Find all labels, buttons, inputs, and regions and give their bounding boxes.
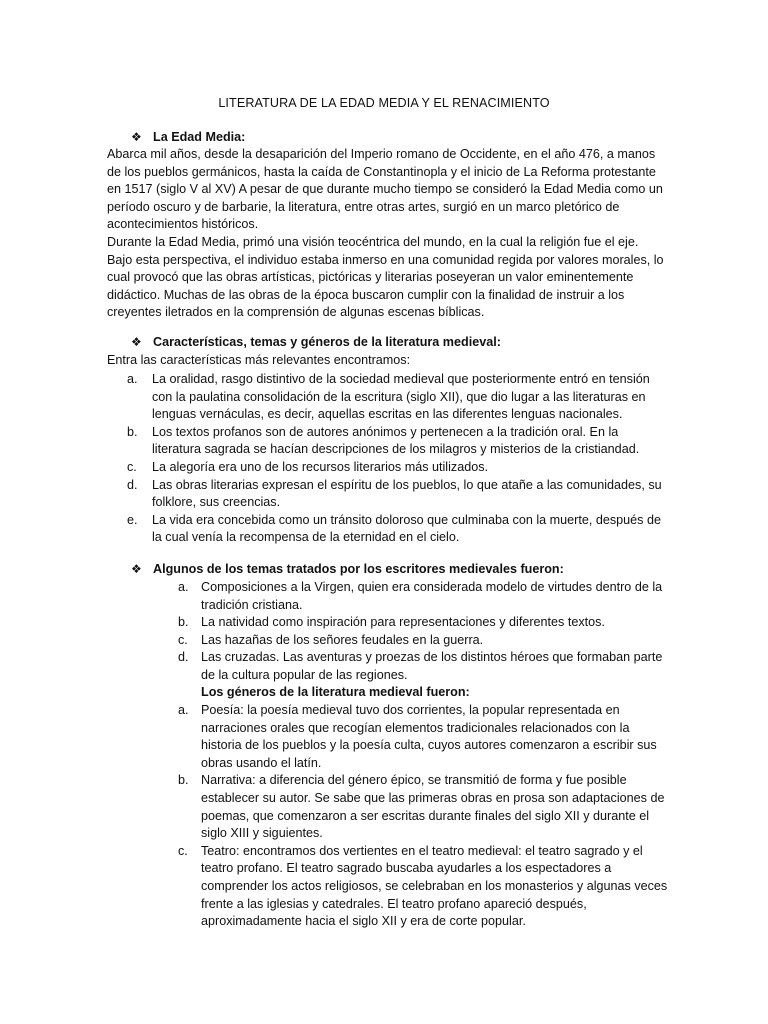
list-marker: a. xyxy=(178,703,189,717)
list-marker: a. xyxy=(178,580,189,594)
list-marker: d. xyxy=(178,650,189,665)
list-marker: b. xyxy=(127,424,138,439)
list-item xyxy=(107,424,667,459)
list-marker: c. xyxy=(127,459,137,474)
diamond-bullet-icon: ❖ xyxy=(131,130,142,144)
list-item-text: Poesía: la poesía medieval tuvo dos corrientes, la popular representada en narraciones orales que recogían elementos tradicionales relacionados con la historia de los pueblos y la poesía culta, cuyos autores comenzaron a escribir sus obras usando el latín. xyxy=(201,703,657,770)
list-item xyxy=(172,843,672,931)
list-item xyxy=(172,702,672,772)
list-item-text: La natividad como inspiración para representaciones y diferentes textos. xyxy=(201,615,605,630)
paragraph-edad-media-intro: Abarca mil años, desde la desaparición del Imperio romano de Occidente, en el año 476, a manos de los pueblos germánicos, hasta la caída de Constantinopla y el inicio de La Reforma protestante en 1517 (siglo V al XV) A pesar de que durante mucho tiempo se consideró la Edad Media como un período oscuro y de barbarie, la literatura, entre otras artes, surgió en un marco pletórico de acontecimientos históricos. xyxy=(107,147,663,232)
list-marker: a. xyxy=(127,372,138,386)
list-marker: b. xyxy=(178,615,189,630)
list-marker: b. xyxy=(178,773,189,788)
themes-list xyxy=(172,579,672,685)
list-item-text: La oralidad, rasgo distintivo de la sociedad medieval que posteriormente entró en tensión con la paulatina consolidación de la escritura (siglo XII), que dio lugar a las literaturas en lenguas vernáculas, es decir, aquellas escritas en las diferentes lenguas nacionales. xyxy=(152,372,650,422)
list-item-text: Las cruzadas. Las aventuras y proezas de los distintos héroes que formaban parte de la cultura popular de las regiones. xyxy=(201,650,663,682)
characteristics-list xyxy=(107,371,667,547)
heading-text: La Edad Media: xyxy=(153,130,246,144)
genres-heading: Los géneros de la literatura medieval fueron: xyxy=(201,685,470,699)
list-marker: c. xyxy=(178,632,188,647)
list-item xyxy=(107,371,667,424)
list-item-text: Los textos profanos son de autores anónimos y pertenecen a la tradición oral. En la literatura sagrada se hacían descripciones de los milagros y misterios de la cristiandad. xyxy=(152,424,640,457)
section-heading-caracteristicas xyxy=(131,334,501,352)
list-marker: c. xyxy=(178,843,188,858)
heading-text: Algunos de los temas tratados por los escritores medievales fueron: xyxy=(153,562,564,576)
list-marker: e. xyxy=(127,512,138,527)
list-item xyxy=(107,459,667,477)
list-item xyxy=(172,632,672,650)
list-item-text: Composiciones a la Virgen, quien era considerada modelo de virtudes dentro de la tradición cristiana. xyxy=(201,580,663,612)
list-item xyxy=(172,649,672,684)
list-item xyxy=(107,512,667,547)
characteristics-intro: Entra las características más relevantes encontramos: xyxy=(107,353,411,367)
list-marker: d. xyxy=(127,477,138,492)
list-item-text: La vida era concebida como un tránsito doloroso que culminaba con la muerte, después de la cual venía la recompensa de la eternidad en el cielo. xyxy=(152,512,661,545)
list-item-text: Las obras literarias expresan el espíritu de los pueblos, lo que atañe a las comunidades, su folklore, sus creencias. xyxy=(152,477,662,510)
list-item xyxy=(172,772,672,842)
genres-list xyxy=(172,702,672,931)
list-item xyxy=(172,614,672,632)
list-item-text: Las hazañas de los señores feudales en la guerra. xyxy=(201,632,484,647)
list-item-text: Teatro: encontramos dos vertientes en el teatro medieval: el teatro sagrado y el teatro profano. El teatro sagrado buscaba ayudarles a los espectadores a comprender los actos religiosos, se celebraban en los monasterios y algunas veces frente a las iglesias y catedrales. El teatro profano apareció después, aproximadamente hacia el siglo XII y era de corte popular. xyxy=(201,843,668,929)
paragraph-vision-teocentrica: Durante la Edad Media, primó una visión teocéntrica del mundo, en la cual la religión fue el eje. Bajo esta perspectiva, el individuo estaba inmerso en una comunidad regida por valores morales, lo cual provocó que las obras artísticas, pictóricas y literarias poseyeran un valor eminentemente didáctico. Muchas de las obras de la época buscaron cumplir con la finalidad de instruir a los creyentes iletrados en la comprensión de algunas escenas bíblicas. xyxy=(107,235,664,320)
list-item-text: Narrativa: a diferencia del género épico, se transmitió de forma y fue posible establecer su autor. Se sabe que las primeras obras en prosa son adaptaciones de poemas, que comenzaron a ser escritas durante finales del siglo XII y durante el siglo XIII y siguientes. xyxy=(201,773,665,841)
list-item-text: La alegoría era uno de los recursos literarios más utilizados. xyxy=(152,459,489,474)
list-item xyxy=(172,579,672,614)
diamond-bullet-icon: ❖ xyxy=(131,562,142,576)
list-item xyxy=(107,477,667,512)
section-heading-edad-media xyxy=(131,129,245,147)
section-heading-temas xyxy=(131,561,564,579)
diamond-bullet-icon: ❖ xyxy=(131,335,142,349)
heading-text: Características, temas y géneros de la literatura medieval: xyxy=(153,335,501,349)
document-title: LITERATURA DE LA EDAD MEDIA Y EL RENACIMIENTO xyxy=(218,96,550,110)
